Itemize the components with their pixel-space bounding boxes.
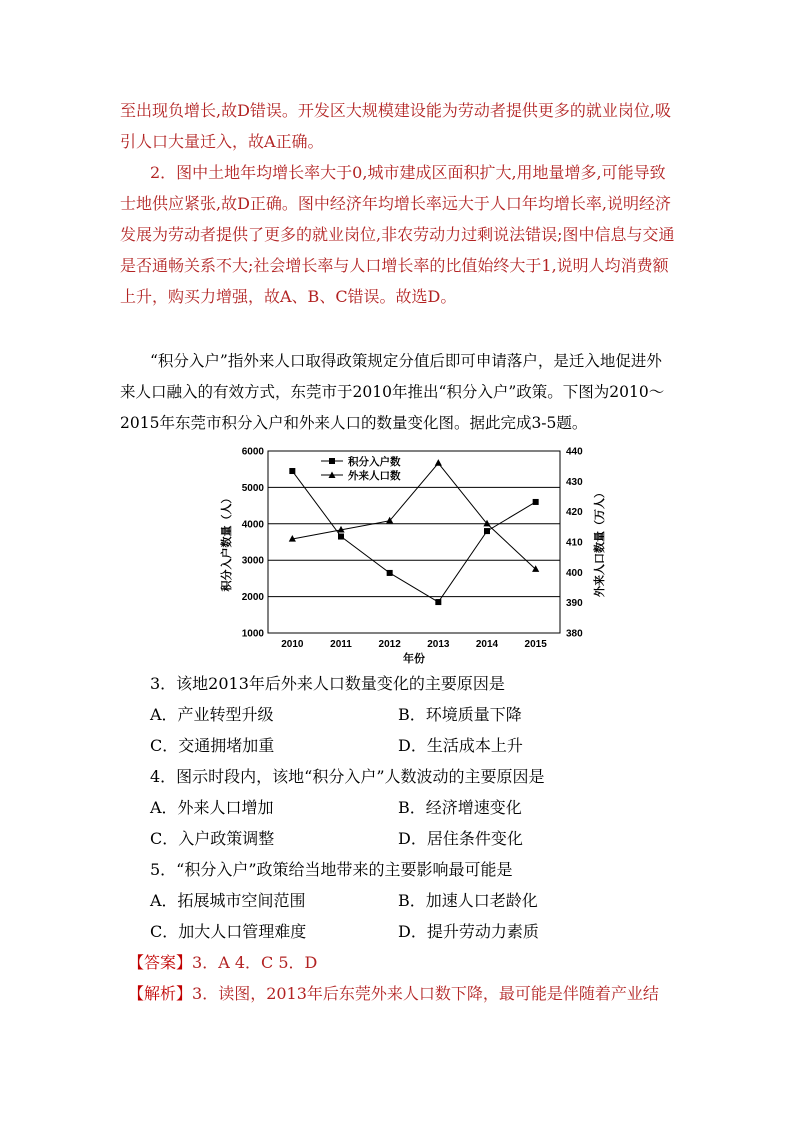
answer-line: [128, 952, 317, 974]
question-3-option-a[interactable]: A．产业转型升级: [150, 705, 274, 724]
x-tick-label: 2010: [281, 639, 304, 650]
question-3-option-d[interactable]: D．生活成本上升: [398, 736, 523, 755]
x-tick-label: 2015: [524, 639, 547, 650]
y-tick-left-label: 1000: [241, 628, 264, 640]
question-5-stem: 5．“积分入户”政策给当地带来的主要影响最可能是: [150, 860, 513, 879]
y-tick-left-label: 4000: [241, 519, 264, 531]
question-4-option-d[interactable]: D．居住条件变化: [398, 829, 523, 848]
question-3-option-b[interactable]: B．环境质量下降: [398, 705, 522, 724]
explanation-line-1: 至出现负增长,故D错误。开发区大规模建设能为劳动者提供更多的就业岗位,吸: [120, 101, 672, 120]
explanation-item2-line-5: 上升，购买力增强，故A、B、C错误。故选D。: [120, 287, 457, 306]
question-4-option-c[interactable]: C．入户政策调整: [150, 829, 275, 848]
answer-text: 3．A 4．C 5．D: [192, 953, 318, 972]
series-point-square: [387, 570, 393, 576]
question-3-option-c[interactable]: C．交通拥堵加重: [150, 736, 275, 755]
series-line-1: [292, 463, 535, 569]
explanation-item2-line-3: 发展为劳动者提供了更多的就业岗位,非农劳动力过剩说法错误;图中信息与交通: [120, 225, 675, 244]
series-point-square: [289, 468, 295, 474]
y-tick-right-label: 430: [566, 476, 583, 488]
analysis-label: 【解析】: [128, 984, 193, 1003]
x-axis-label: 年份: [403, 653, 425, 665]
x-tick-label: 2013: [427, 639, 450, 650]
x-tick-label: 2011: [330, 639, 352, 650]
y-tick-right-label: 400: [566, 567, 583, 579]
y-tick-left-label: 3000: [241, 555, 264, 567]
x-tick-label: 2012: [378, 639, 401, 650]
y-tick-right-label: 380: [566, 628, 583, 640]
question-3-stem: 3．该地2013年后外来人口数量变化的主要原因是: [150, 674, 505, 693]
series-point-square: [338, 534, 344, 540]
series-line-0: [292, 471, 535, 602]
y-axis-left-label: 积分入户数量（人）: [221, 492, 233, 592]
series-point-square: [435, 599, 441, 605]
intro-line-1: “积分入户”指外来人口取得政策规定分值后即可申请落户，是迁入地促进外: [150, 352, 662, 370]
series-point-triangle: [435, 459, 442, 466]
y-tick-right-label: 420: [566, 507, 583, 519]
y-axis-right-label: 外来人口数量（万人）: [594, 487, 606, 597]
analysis-text: 3．读图，2013年后东莞外来人口数下降，最可能是伴随着产业结: [192, 984, 659, 1003]
series-point-square: [533, 499, 539, 505]
question-5-option-c[interactable]: C．加大人口管理难度: [150, 922, 307, 941]
question-4-option-a[interactable]: A．外来人口增加: [150, 798, 274, 817]
question-5-option-a[interactable]: A．拓展城市空间范围: [150, 891, 306, 910]
series-point-square: [484, 528, 490, 534]
question-4-option-b[interactable]: B．经济增速变化: [398, 798, 522, 817]
intro-line-2: 来人口融入的有效方式，东莞市于2010年推出“积分入户”政策。下图为2010～: [120, 383, 665, 401]
chart-legend: [321, 455, 401, 482]
question-5-option-b[interactable]: B．加速人口老龄化: [398, 891, 538, 910]
explanation-item2-line-1: 2．图中土地年均增长率大于0,城市建成区面积扩大,用地量增多,可能导致: [150, 163, 666, 182]
population-chart: [218, 443, 618, 671]
explanation-item2-line-4: 是否通畅关系不大;社会增长率与人口增长率的比值始终大于1,说明人均消费额: [120, 256, 669, 275]
y-tick-left-label: 5000: [241, 482, 264, 494]
legend-label-wailai: 外来人口数: [348, 470, 401, 482]
answer-label: 【答案】: [128, 953, 193, 972]
y-tick-right-label: 440: [566, 446, 583, 458]
legend-label-jifen: 积分入户数: [348, 456, 401, 468]
plot-frame: [268, 451, 560, 633]
intro-line-3: 2015年东莞市积分入户和外来人口的数量变化图。据此完成3-5题。: [120, 414, 588, 432]
y-tick-left-label: 2000: [241, 592, 264, 604]
y-tick-right-label: 410: [566, 537, 583, 549]
explanation-line-2: 引人口大量迁入，故A正确。: [120, 132, 324, 151]
x-tick-label: 2014: [475, 639, 499, 650]
question-4-stem: 4．图示时段内，该地“积分入户”人数波动的主要原因是: [150, 767, 545, 786]
legend-marker-square: [329, 458, 335, 464]
y-tick-right-label: 390: [566, 598, 583, 610]
analysis-line: [128, 983, 659, 1005]
explanation-item2-line-2: 士地供应紧张,故D正确。图中经济年均增长率远大于人口年均增长率,说明经济: [120, 194, 672, 213]
question-5-option-d[interactable]: D．提升劳动力素质: [398, 922, 539, 941]
y-tick-left-label: 6000: [241, 446, 264, 458]
